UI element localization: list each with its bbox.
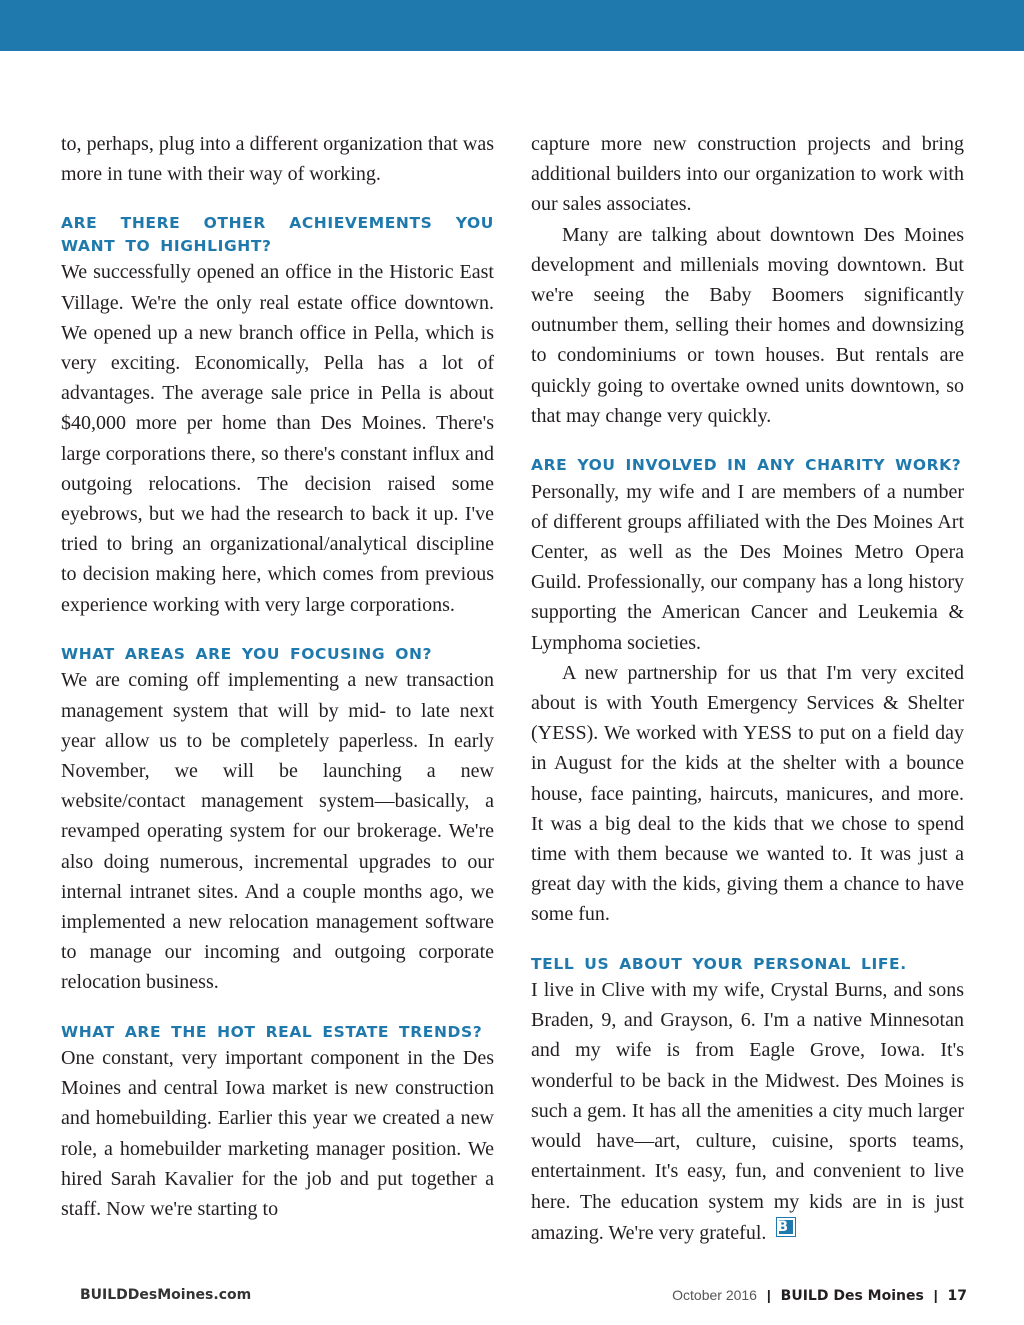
- footer-magazine: BUILD Des Moines: [780, 1288, 924, 1304]
- paragraph-personal-text: I live in Clive with my wife, Crystal Burns, and sons Braden, 9, and Grayson, 6. I'm a native Minnesotan and my wife is from Eagle Grove, Iowa. It's wonderful to be back in the Midwest. Des Moines is such a gem. It has all the amenities a city much larger would have—art, culture, cuisine, sports teams, entertainment. It's easy, fun, and convenient to live here. The education system my kids are in is just amazing. We're very grateful.: [531, 979, 964, 1244]
- heading-focus: WHAT AREAS ARE YOU FOCUSING ON?: [61, 644, 433, 663]
- paragraph-trends: One constant, very important component in the Des Moines and central Iowa market is new construction and homebuilding. Earlier this year we created a new role, a homebuilder marketing manager position. We hired Sarah Kavalier for the job and put together a staff. Now we're starting to: [61, 1047, 494, 1221]
- paragraph-achievements: We successfully opened an office in the Historic East Village. We're the only real estate office downtown. We opened up a new branch office in Pella, which is very exciting. Economically, Pella has a lot of advantages. The average sale price in Pella is about $40,000 more per home than Des Moines. There's large corporations there, so there's constant influx and outgoing relocations. The decision raised some eyebrows, but we had the research to back it up. I've tried to bring an organizational/analytical discipline to decision making here, which comes from previous experience working with very large corporations.: [61, 261, 494, 616]
- end-mark-icon: [776, 1217, 796, 1237]
- paragraph-intro: to, perhaps, plug into a different organization that was more in tune with their way of working.: [61, 133, 494, 186]
- right-column: [531, 129, 964, 1248]
- footer-folio: [672, 1287, 967, 1304]
- paragraph-downtown: Many are talking about downtown Des Moines development and millenials moving downtown. But we're seeing the Baby Boomers significantly outnumber them, selling their homes and downsizing to condominiums or town houses. But rentals are quickly going to overtake owned units downtown, so that may change very quickly.: [531, 223, 964, 427]
- footer-separator: |: [766, 1287, 771, 1303]
- heading-trends: WHAT ARE THE HOT REAL ESTATE TRENDS?: [61, 1022, 483, 1041]
- left-column: [61, 129, 494, 1224]
- header-color-band: [0, 0, 1024, 51]
- heading-achievements: ARE THERE OTHER ACHIEVEMENTS YOU WANT TO HIGHLIGHT?: [61, 214, 494, 255]
- end-mark-letter: B: [777, 1218, 789, 1235]
- footer-separator-2: |: [933, 1287, 938, 1303]
- paragraph-trends-continued: capture more new construction projects and bring additional builders into our organization to work with our sales associates.: [531, 133, 964, 216]
- page-number: 17: [947, 1288, 967, 1304]
- footer-issue: October 2016: [672, 1287, 757, 1303]
- heading-personal: TELL US ABOUT YOUR PERSONAL LIFE.: [531, 954, 907, 973]
- paragraph-focus: We are coming off implementing a new transaction management system that will by mid- to late next year allow us to be completely paperless. In early November, we will be launching a new website/contact management system—basically, a revamped operating system for our brokerage. We're also doing numerous, incremental upgrades to our internal intranet sites. And a couple months ago, we implemented a new relocation management software to manage our incoming and outgoing corporate relocation business.: [61, 669, 494, 994]
- heading-charity: ARE YOU INVOLVED IN ANY CHARITY WORK?: [531, 456, 962, 475]
- footer-website: BUILDDesMoines.com: [80, 1287, 252, 1303]
- paragraph-yess: A new partnership for us that I'm very excited about is with Youth Emergency Services & Shelter (YESS). We worked with YESS to put on a field day in August for the kids at the shelter with a bounce house, face painting, haircuts, manicures, and more. It was a big deal to the kids that we chose to spend time with them because we wanted to. It was just a great day with the kids, giving them a chance to have some fun.: [531, 661, 964, 926]
- paragraph-charity: Personally, my wife and I are members of a number of different groups affiliated with the Des Moines Art Center, as well as the Des Moines Metro Opera Guild. Professionally, our company has a long history supporting the American Cancer and Leukemia & Lymphoma societies.: [531, 480, 964, 654]
- paragraph-personal: [531, 975, 964, 1248]
